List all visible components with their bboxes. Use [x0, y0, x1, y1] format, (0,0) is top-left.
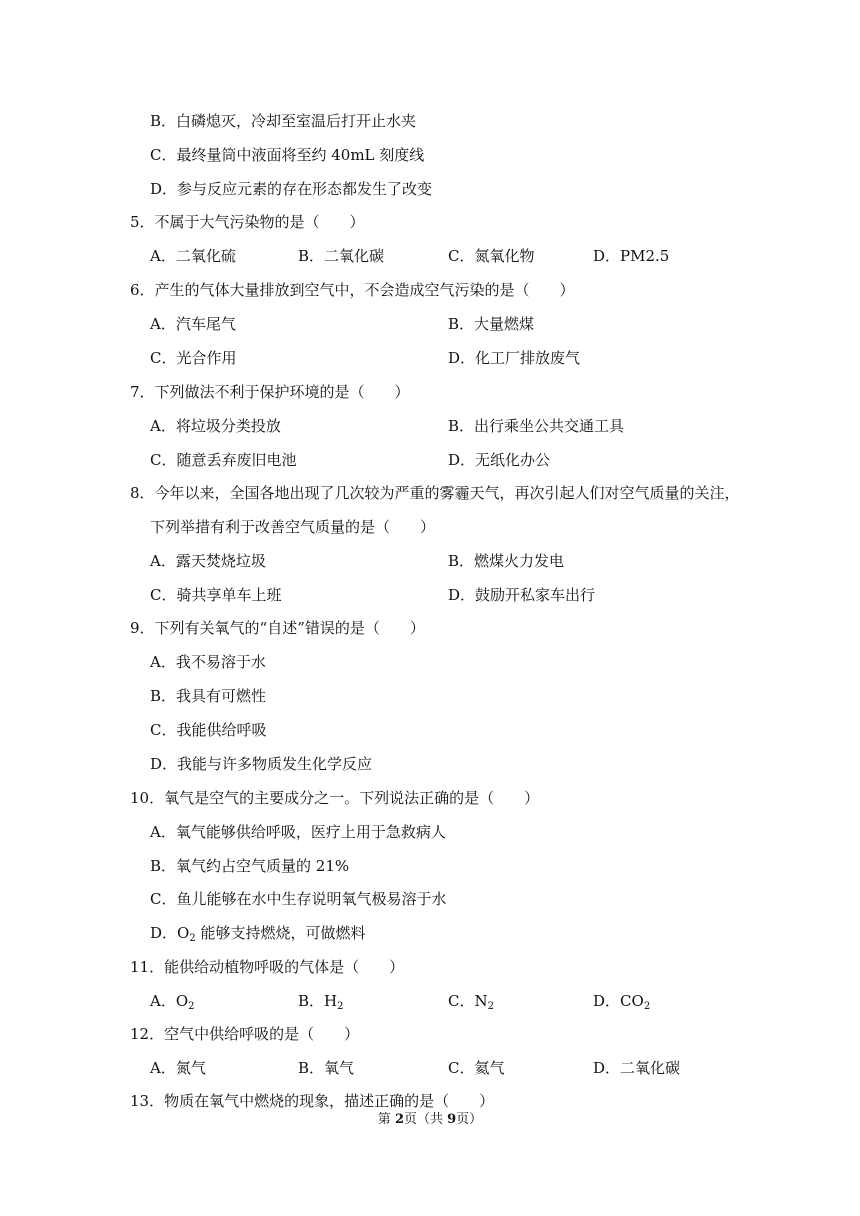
q13-stem: 13．物质在氧气中燃烧的现象，描述正确的是（ ） — [130, 1092, 495, 1110]
footer-page-number: 2 — [394, 1112, 404, 1127]
q5-option-b: B．二氧化碳 — [298, 247, 385, 265]
q11-option-d-prefix: D．CO — [593, 992, 644, 1010]
q6-option-a: A．汽车尾气 — [150, 315, 236, 333]
q11-option-b-subscript: 2 — [337, 1001, 344, 1012]
q11-option-a-prefix: A．O — [150, 992, 189, 1010]
q9-option-d: D．我能与许多物质发生化学反应 — [150, 755, 373, 773]
q10-stem: 10．氧气是空气的主要成分之一。下列说法正确的是（ ） — [130, 789, 540, 807]
q6-stem: 6．产生的气体大量排放到空气中，不会造成空气污染的是（ ） — [130, 281, 575, 299]
q10-option-b: B．氧气约占空气质量的 21% — [150, 857, 350, 875]
q8-option-d: D．鼓励开私家车出行 — [448, 586, 596, 604]
q4-option-d: D．参与反应元素的存在形态都发生了改变 — [150, 180, 433, 198]
q9-stem: 9．下列有关氧气的“自述”错误的是（ ） — [130, 619, 425, 637]
q12-stem: 12．空气中供给呼吸的是（ ） — [130, 1025, 360, 1043]
q7-stem: 7．下列做法不利于保护环境的是（ ） — [130, 383, 410, 401]
q10-option-d-prefix: D．O — [150, 924, 190, 942]
q9-option-c: C．我能供给呼吸 — [150, 721, 267, 739]
q11-option-d — [593, 991, 650, 1011]
q8-option-b: B．燃煤火力发电 — [448, 552, 565, 570]
q7-option-b: B．出行乘坐公共交通工具 — [448, 417, 625, 435]
q11-option-c-prefix: C．N — [448, 992, 488, 1010]
q4-option-c: C．最终量筒中液面将至约 40mL 刻度线 — [150, 146, 425, 164]
footer-total-pages: 9 — [447, 1112, 457, 1127]
q8-option-a: A．露天焚烧垃圾 — [150, 552, 266, 570]
q10-option-c: C．鱼儿能够在水中生存说明氧气极易溶于水 — [150, 890, 447, 908]
q10-option-d-rest: 能够支持燃烧，可做燃料 — [195, 924, 366, 942]
q12-option-c: C．氦气 — [448, 1059, 505, 1077]
q7-option-a: A．将垃圾分类投放 — [150, 417, 281, 435]
q11-option-c-subscript: 2 — [487, 1001, 494, 1012]
q11-option-a — [150, 991, 195, 1011]
q11-option-b — [298, 991, 343, 1011]
q9-option-a: A．我不易溶于水 — [150, 653, 266, 671]
q7-option-d: D．无纸化办公 — [448, 451, 551, 469]
q12-option-b: B．氧气 — [298, 1059, 355, 1077]
q11-option-d-subscript: 2 — [643, 1001, 651, 1012]
page-footer — [0, 1112, 860, 1128]
q12-option-d: D．二氧化碳 — [593, 1059, 681, 1077]
q8-stem-line2: 下列举措有利于改善空气质量的是（ ） — [150, 518, 436, 536]
footer-prefix: 第 — [377, 1112, 395, 1127]
q6-option-b: B．大量燃煤 — [448, 315, 535, 333]
q10-option-d — [150, 923, 365, 943]
q11-stem: 11．能供给动植物呼吸的气体是（ ） — [130, 958, 405, 976]
q5-stem: 5．不属于大气污染物的是（ ） — [130, 213, 365, 231]
footer-suffix: 页） — [456, 1112, 483, 1127]
q5-option-d: D．PM2.5 — [593, 247, 670, 265]
q9-option-b: B．我具有可燃性 — [150, 687, 267, 705]
footer-middle: 页（共 — [403, 1112, 448, 1127]
q10-option-d-subscript: 2 — [189, 933, 196, 944]
q11-option-c — [448, 991, 494, 1011]
q6-option-d: D．化工厂排放废气 — [448, 349, 581, 367]
q12-option-a: A．氮气 — [150, 1059, 206, 1077]
q5-option-a: A．二氧化硫 — [150, 247, 236, 265]
q5-option-c: C．氮氧化物 — [448, 247, 535, 265]
q8-stem-line1: 8．今年以来，全国各地出现了几次较为严重的雾霾天气，再次引起人们对空气质量的关注， — [130, 484, 740, 502]
q8-option-c: C．骑共享单车上班 — [150, 586, 282, 604]
q10-option-a: A．氧气能够供给呼吸，医疗上用于急救病人 — [150, 823, 446, 841]
q11-option-b-prefix: B．H — [298, 992, 338, 1010]
q11-option-a-subscript: 2 — [188, 1001, 195, 1012]
q6-option-c: C．光合作用 — [150, 349, 237, 367]
q4-option-b: B．白磷熄灭，冷却至室温后打开止水夹 — [150, 112, 417, 130]
q7-option-c: C．随意丢弃废旧电池 — [150, 451, 297, 469]
